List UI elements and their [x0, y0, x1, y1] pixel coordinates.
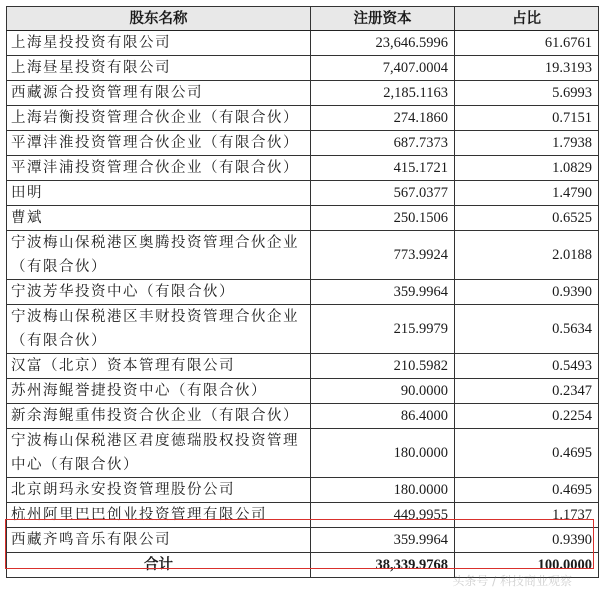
header-ratio: 占比 — [455, 7, 599, 31]
ratio: 1.4790 — [455, 181, 599, 206]
registered-capital: 215.9979 — [311, 305, 455, 354]
registered-capital: 180.0000 — [311, 478, 455, 503]
shareholder-name: 曹斌 — [7, 206, 311, 231]
ratio: 0.7151 — [455, 106, 599, 131]
ratio: 0.5493 — [455, 354, 599, 379]
shareholder-name: 西藏齐鸣音乐有限公司 — [7, 528, 311, 553]
registered-capital: 250.1506 — [311, 206, 455, 231]
registered-capital: 7,407.0004 — [311, 56, 455, 81]
shareholder-name: 北京朗玛永安投资管理股份公司 — [7, 478, 311, 503]
registered-capital: 359.9964 — [311, 528, 455, 553]
ratio: 1.0829 — [455, 156, 599, 181]
table-row — [7, 404, 599, 429]
shareholder-name: 宁波梅山保税港区丰财投资管理合伙企业（有限合伙） — [7, 305, 311, 354]
total-ratio: 100.0000 — [455, 553, 599, 578]
registered-capital: 86.4000 — [311, 404, 455, 429]
table-row-highlighted — [7, 528, 599, 553]
table-row — [7, 31, 599, 56]
registered-capital: 90.0000 — [311, 379, 455, 404]
total-capital: 38,339.9768 — [311, 553, 455, 578]
ratio: 1.7938 — [455, 131, 599, 156]
shareholder-name: 上海星投投资有限公司 — [7, 31, 311, 56]
ratio: 19.3193 — [455, 56, 599, 81]
shareholder-table — [6, 6, 599, 578]
table-row — [7, 305, 599, 354]
table-row — [7, 206, 599, 231]
table-row — [7, 354, 599, 379]
header-registered-capital: 注册资本 — [311, 7, 455, 31]
shareholder-name: 平潭沣浦投资管理合伙企业（有限合伙） — [7, 156, 311, 181]
table-row — [7, 56, 599, 81]
ratio: 0.4695 — [455, 429, 599, 478]
shareholder-table-container — [6, 6, 598, 578]
shareholder-name: 平潭沣淮投资管理合伙企业（有限合伙） — [7, 131, 311, 156]
shareholder-name: 苏州海鲲誉捷投资中心（有限合伙） — [7, 379, 311, 404]
table-row — [7, 181, 599, 206]
shareholder-name: 宁波梅山保税港区君度德瑞股权投资管理中心（有限合伙） — [7, 429, 311, 478]
shareholder-name: 上海昼星投资有限公司 — [7, 56, 311, 81]
total-label: 合计 — [7, 553, 311, 578]
table-row — [7, 478, 599, 503]
registered-capital: 359.9964 — [311, 280, 455, 305]
registered-capital: 2,185.1163 — [311, 81, 455, 106]
table-total-row — [7, 553, 599, 578]
ratio: 0.5634 — [455, 305, 599, 354]
registered-capital: 773.9924 — [311, 231, 455, 280]
table-row — [7, 81, 599, 106]
shareholder-name: 西藏源合投资管理有限公司 — [7, 81, 311, 106]
table-row — [7, 131, 599, 156]
table-row — [7, 231, 599, 280]
table-row — [7, 379, 599, 404]
ratio: 0.6525 — [455, 206, 599, 231]
ratio: 0.4695 — [455, 478, 599, 503]
registered-capital: 567.0377 — [311, 181, 455, 206]
ratio: 1.1737 — [455, 503, 599, 528]
shareholder-name: 上海岩衡投资管理合伙企业（有限合伙） — [7, 106, 311, 131]
registered-capital: 415.1721 — [311, 156, 455, 181]
ratio: 2.0188 — [455, 231, 599, 280]
table-row — [7, 429, 599, 478]
ratio: 0.9390 — [455, 528, 599, 553]
table-row — [7, 156, 599, 181]
ratio: 0.2347 — [455, 379, 599, 404]
registered-capital: 180.0000 — [311, 429, 455, 478]
watermark-text: 头条号 / 科技商业观察 — [452, 574, 572, 588]
ratio: 0.2254 — [455, 404, 599, 429]
registered-capital: 210.5982 — [311, 354, 455, 379]
shareholder-name: 宁波梅山保税港区奥腾投资管理合伙企业（有限合伙） — [7, 231, 311, 280]
table-row — [7, 280, 599, 305]
registered-capital: 449.9955 — [311, 503, 455, 528]
shareholder-name: 汉富（北京）资本管理有限公司 — [7, 354, 311, 379]
registered-capital: 687.7373 — [311, 131, 455, 156]
header-shareholder-name: 股东名称 — [7, 7, 311, 31]
ratio: 0.9390 — [455, 280, 599, 305]
table-header-row — [7, 7, 599, 31]
shareholder-name: 杭州阿里巴巴创业投资管理有限公司 — [7, 503, 311, 528]
table-row-highlighted — [7, 503, 599, 528]
shareholder-name: 新余海鲲重伟投资合伙企业（有限合伙） — [7, 404, 311, 429]
shareholder-name: 田明 — [7, 181, 311, 206]
table-row — [7, 106, 599, 131]
ratio: 61.6761 — [455, 31, 599, 56]
registered-capital: 23,646.5996 — [311, 31, 455, 56]
ratio: 5.6993 — [455, 81, 599, 106]
registered-capital: 274.1860 — [311, 106, 455, 131]
shareholder-name: 宁波芳华投资中心（有限合伙） — [7, 280, 311, 305]
